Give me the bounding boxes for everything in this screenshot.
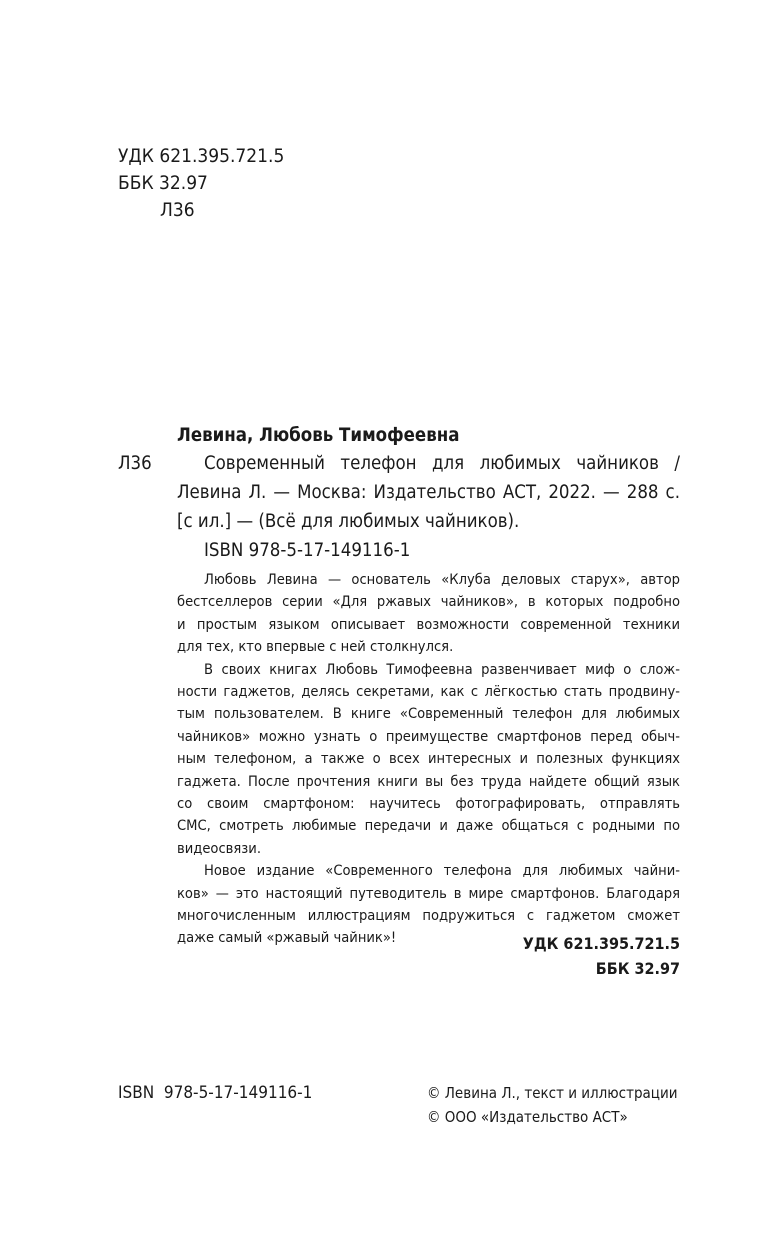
author-mark: Л36: [160, 199, 195, 221]
annotation-line: Новое издание «Современного телефона для любимых чайни-: [204, 862, 680, 880]
copyright-author: © Левина Л., текст и иллюстрации: [427, 1084, 678, 1102]
copyright-publisher: © ООО «Издательство АСТ»: [427, 1108, 628, 1126]
annotation-line: гаджета. После прочтения книги вы без труда найдете общий язык: [177, 772, 680, 790]
footer-bbk: ББК 32.97: [595, 959, 680, 978]
author-mark-entry: Л36: [118, 453, 152, 474]
annotation-line: видеосвязи.: [177, 839, 261, 857]
isbn-bottom: ISBN 978-5-17-149116-1: [118, 1083, 313, 1103]
annotation-line: многочисленным иллюстрациям подружиться с гаджетом сможет: [177, 907, 680, 924]
annotation-line: ности гаджетов, делясь секретами, как с лёгкостью стать продвину-: [177, 683, 680, 700]
entry-line: [с ил.] — (Всё для любимых чайников).: [177, 511, 520, 532]
annotation-line: и простым языком описывает возможности современной техники: [177, 615, 680, 633]
udk-code: УДК 621.395.721.5: [118, 145, 285, 167]
annotation-line: Любовь Левина — основатель «Клуба деловых старух», автор: [204, 571, 680, 588]
bbk-code: ББК 32.97: [118, 172, 208, 194]
annotation-line: ным телефоном, а также о всех интересных и полезных функциях: [177, 750, 680, 768]
annotation-line: со своим смартфоном: научитесь фотографировать, отправлять: [177, 795, 680, 812]
footer-udk: УДК 621.395.721.5: [522, 934, 680, 953]
annotation-line: тым пользователем. В книге «Современный телефон для любимых: [177, 705, 680, 723]
author-heading: Левина, Любовь Тимофеевна: [177, 425, 460, 446]
annotation-line: ков» — это настоящий путеводитель в мире смартфонов. Благодаря: [177, 884, 680, 902]
entry-line: Левина Л. — Москва: Издательство АСТ, 2022. — 288 с.: [177, 482, 680, 503]
entry-line: Современный телефон для любимых чайников /: [204, 453, 680, 474]
annotation-line: для тех, кто впервые с ней столкнулся.: [177, 638, 454, 656]
isbn-entry: ISBN 978-5-17-149116-1: [204, 540, 411, 561]
annotation-line: чайников» можно узнать о преимуществе смартфонов перед обыч-: [177, 727, 680, 745]
annotation-line: СМС, смотреть любимые передачи и даже общаться с родными по: [177, 817, 680, 835]
annotation-line: бестселлеров серии «Для ржавых чайников», в которых подробно: [177, 593, 680, 611]
annotation-line: В своих книгах Любовь Тимофеевна развенчивает миф о слож-: [204, 660, 680, 678]
annotation-line: даже самый «ржавый чайник»!: [177, 929, 397, 947]
